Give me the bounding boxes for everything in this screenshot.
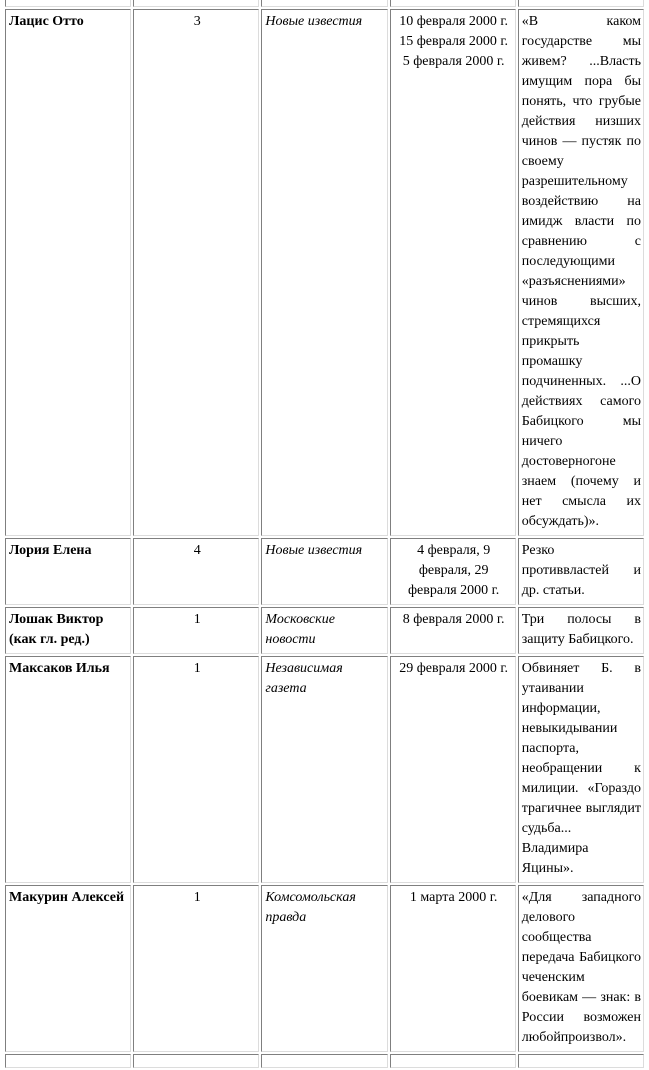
table-row xyxy=(5,885,644,1052)
newspaper-name: Комсомольская правда xyxy=(261,885,387,1052)
article-count: 3 xyxy=(133,9,259,536)
publication-date: 8 февраля 2000 г. xyxy=(402,612,505,627)
publication-date: 5 февраля 2000 г. xyxy=(402,54,505,69)
table-row-cut-top xyxy=(5,0,644,7)
publication-date: 4 февраля, 9 февраля, 29 февраля 2000 г. xyxy=(407,543,500,598)
author-name: Макурин Алексей xyxy=(5,885,131,1052)
publication-date: 10 февраля 2000 г. xyxy=(399,14,509,29)
publication-dates xyxy=(390,607,516,654)
article-count: 1 xyxy=(133,656,259,883)
article-summary: «Для западного делового сообщества передача Бабицкого чеченским боевикам — знак: в России возможен любойпроизвол». xyxy=(518,885,644,1052)
author-name: Лория Елена xyxy=(5,538,131,605)
article-summary: Обвиняет Б. в утаивании информации, невыкидывании паспорта, необращении к милиции. «Гораздо трагичнее выглядит судьба... Владимира Яцины». xyxy=(518,656,644,883)
table-row-cut-bottom xyxy=(5,1054,644,1068)
table-row xyxy=(5,656,644,883)
newspaper-name: Независимая газета xyxy=(261,656,387,883)
publication-date: 29 февраля 2000 г. xyxy=(399,661,509,676)
article-count: 1 xyxy=(133,885,259,1052)
table-row xyxy=(5,538,644,605)
publication-dates xyxy=(390,656,516,883)
newspaper-name: Московские новости xyxy=(261,607,387,654)
publication-date: 15 февраля 2000 г. xyxy=(399,34,509,49)
author-name: Максаков Илья xyxy=(5,656,131,883)
publication-date: 1 марта 2000 г. xyxy=(409,890,498,905)
article-count: 1 xyxy=(133,607,259,654)
table-row xyxy=(5,9,644,536)
publication-dates xyxy=(390,885,516,1052)
article-count: 4 xyxy=(133,538,259,605)
publication-dates xyxy=(390,9,516,536)
table-row xyxy=(5,607,644,654)
article-summary: «В каком государстве мы живем? ...Власть имущим пора бы понять, что грубые действия низших чинов — пустяк по своему разрешительному воздействию на имидж власти по сравнению с последующими «разъяснениями» чинов высших, стремящихся прикрыть промашку подчиненных. ...О действиях самого Бабицкого мы ничего достоверногоне знаем (почему и нет смысла их обсуждать)». xyxy=(518,9,644,536)
author-name: Лошак Виктор (как гл. ред.) xyxy=(5,607,131,654)
author-name: Лацис Отто xyxy=(5,9,131,536)
newspaper-name: Новые известия xyxy=(261,9,387,536)
newspaper-name: Новые известия xyxy=(261,538,387,605)
publication-dates xyxy=(390,538,516,605)
article-summary: Три полосы в защиту Бабицкого. xyxy=(518,607,644,654)
article-summary: Резко противвластей и др. статьи. xyxy=(518,538,644,605)
press-table xyxy=(3,0,646,1070)
